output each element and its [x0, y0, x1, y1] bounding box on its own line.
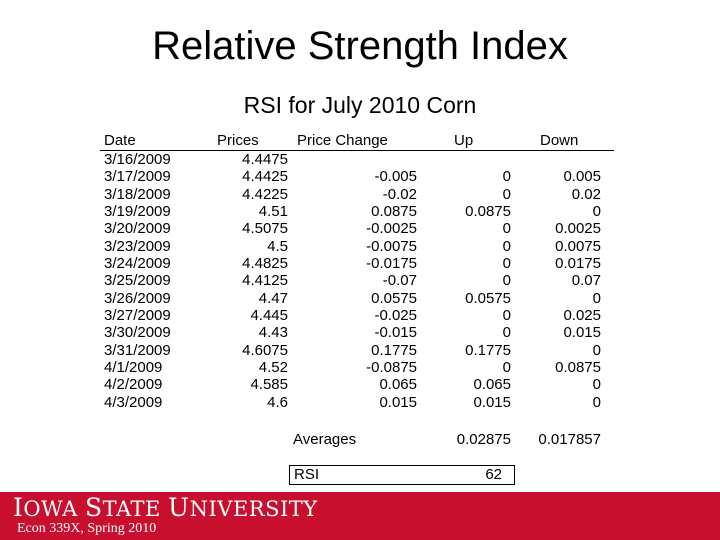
rsi-result-box [289, 465, 515, 485]
cell-price-change: -0.07 [382, 272, 417, 290]
cell-up: 0 [502, 307, 511, 325]
cell-up: 0 [502, 168, 511, 186]
cell-price: 4.4425 [242, 168, 288, 186]
table-row [100, 255, 614, 272]
cell-price-change: 0.065 [379, 376, 417, 394]
cell-price: 4.51 [258, 203, 288, 221]
cell-date: 3/26/2009 [104, 289, 171, 307]
cell-down: 0.0075 [555, 237, 601, 255]
cell-price: 4.4125 [242, 272, 288, 290]
cell-date: 4/2/2009 [104, 376, 163, 394]
cell-up: 0.1775 [465, 341, 511, 359]
cell-up: 0 [502, 255, 511, 273]
table-row [100, 272, 614, 289]
cell-price-change: -0.015 [374, 324, 417, 342]
cell-price: 4.52 [258, 359, 288, 377]
table-row [100, 324, 614, 341]
footer-bar [0, 492, 720, 540]
table-row [100, 220, 614, 237]
table-row [100, 307, 614, 324]
cell-date: 3/23/2009 [104, 237, 171, 255]
cell-down: 0.025 [563, 307, 601, 325]
cell-price-change: -0.0025 [366, 220, 417, 238]
table-row [100, 186, 614, 203]
cell-down: 0.015 [563, 324, 601, 342]
cell-down: 0.0025 [555, 220, 601, 238]
cell-down: 0 [592, 341, 601, 359]
cell-date: 3/17/2009 [104, 168, 171, 186]
table-row [100, 290, 614, 307]
cell-price-change: -0.025 [374, 307, 417, 325]
cell-price: 4.4825 [242, 255, 288, 273]
rsi-table [100, 132, 614, 411]
cell-down: 0.0875 [555, 359, 601, 377]
table-row [100, 151, 614, 168]
cell-price: 4.5 [267, 237, 288, 255]
cell-price-change: 0.0875 [371, 203, 417, 221]
cell-price: 4.47 [258, 289, 288, 307]
rsi-label: RSI [294, 466, 320, 483]
cell-price: 4.4225 [242, 185, 288, 203]
cell-down: 0.005 [563, 168, 601, 186]
header-down: Down [540, 132, 579, 149]
cell-date: 3/16/2009 [104, 151, 171, 168]
course-label: Econ 339X, Spring 2010 [17, 521, 157, 536]
slide-title: Relative Strength Index [152, 24, 568, 68]
cell-date: 3/30/2009 [104, 324, 171, 342]
cell-price-change: 0.0575 [371, 289, 417, 307]
cell-price-change: 0.1775 [371, 341, 417, 359]
table-body [100, 151, 614, 411]
cell-date: 4/1/2009 [104, 359, 163, 377]
cell-price: 4.6075 [242, 341, 288, 359]
cell-down: 0.02 [571, 185, 601, 203]
rsi-value: 62 [485, 466, 502, 483]
cell-up: 0 [502, 359, 511, 377]
cell-price: 4.5075 [242, 220, 288, 238]
cell-down: 0.0175 [555, 255, 601, 273]
cell-down: 0.07 [571, 272, 601, 290]
cell-date: 3/25/2009 [104, 272, 171, 290]
cell-up: 0 [502, 324, 511, 342]
table-row [100, 168, 614, 185]
cell-up: 0 [502, 237, 511, 255]
averages-label: Averages [293, 431, 357, 448]
table-row [100, 359, 614, 376]
cell-down: 0 [592, 376, 601, 394]
table-row [100, 342, 614, 359]
cell-up: 0 [502, 272, 511, 290]
table-row [100, 238, 614, 255]
cell-up: 0 [502, 185, 511, 203]
cell-date: 3/31/2009 [104, 341, 171, 359]
cell-date: 3/19/2009 [104, 203, 171, 221]
table-row [100, 203, 614, 220]
cell-date: 3/27/2009 [104, 307, 171, 325]
average-up: 0.02875 [456, 431, 511, 448]
cell-date: 3/24/2009 [104, 255, 171, 273]
cell-price: 4.43 [258, 324, 288, 342]
cell-up: 0.0575 [465, 289, 511, 307]
cell-price-change: -0.0075 [366, 237, 417, 255]
averages-row [100, 430, 614, 450]
cell-price: 4.585 [250, 376, 288, 394]
table-header-row [100, 132, 614, 151]
cell-date: 4/3/2009 [104, 393, 163, 411]
cell-date: 3/20/2009 [104, 220, 171, 238]
table-row [100, 394, 614, 411]
cell-price-change: 0.015 [379, 393, 417, 411]
cell-price-change: -0.02 [382, 185, 417, 203]
cell-price: 4.6 [267, 393, 288, 411]
cell-price: 4.445 [250, 307, 288, 325]
cell-price-change: -0.005 [374, 168, 417, 186]
cell-up: 0.015 [473, 393, 511, 411]
university-logo: IOWA STATE UNIVERSITY [13, 493, 318, 522]
cell-down: 0 [592, 289, 601, 307]
cell-price-change: -0.0175 [366, 255, 417, 273]
table-row [100, 376, 614, 393]
cell-up: 0.065 [473, 376, 511, 394]
cell-down: 0 [592, 393, 601, 411]
cell-price: 4.4475 [242, 151, 288, 168]
cell-date: 3/18/2009 [104, 185, 171, 203]
header-prices: Prices [217, 132, 259, 149]
average-down: 0.017857 [538, 431, 601, 448]
header-up: Up [454, 132, 474, 149]
header-price-change: Price Change [297, 132, 388, 149]
cell-up: 0.0875 [465, 203, 511, 221]
slide-subtitle: RSI for July 2010 Corn [243, 92, 477, 118]
cell-down: 0 [592, 203, 601, 221]
cell-price-change: -0.0875 [366, 359, 417, 377]
cell-up: 0 [502, 220, 511, 238]
header-date: Date [104, 132, 136, 149]
